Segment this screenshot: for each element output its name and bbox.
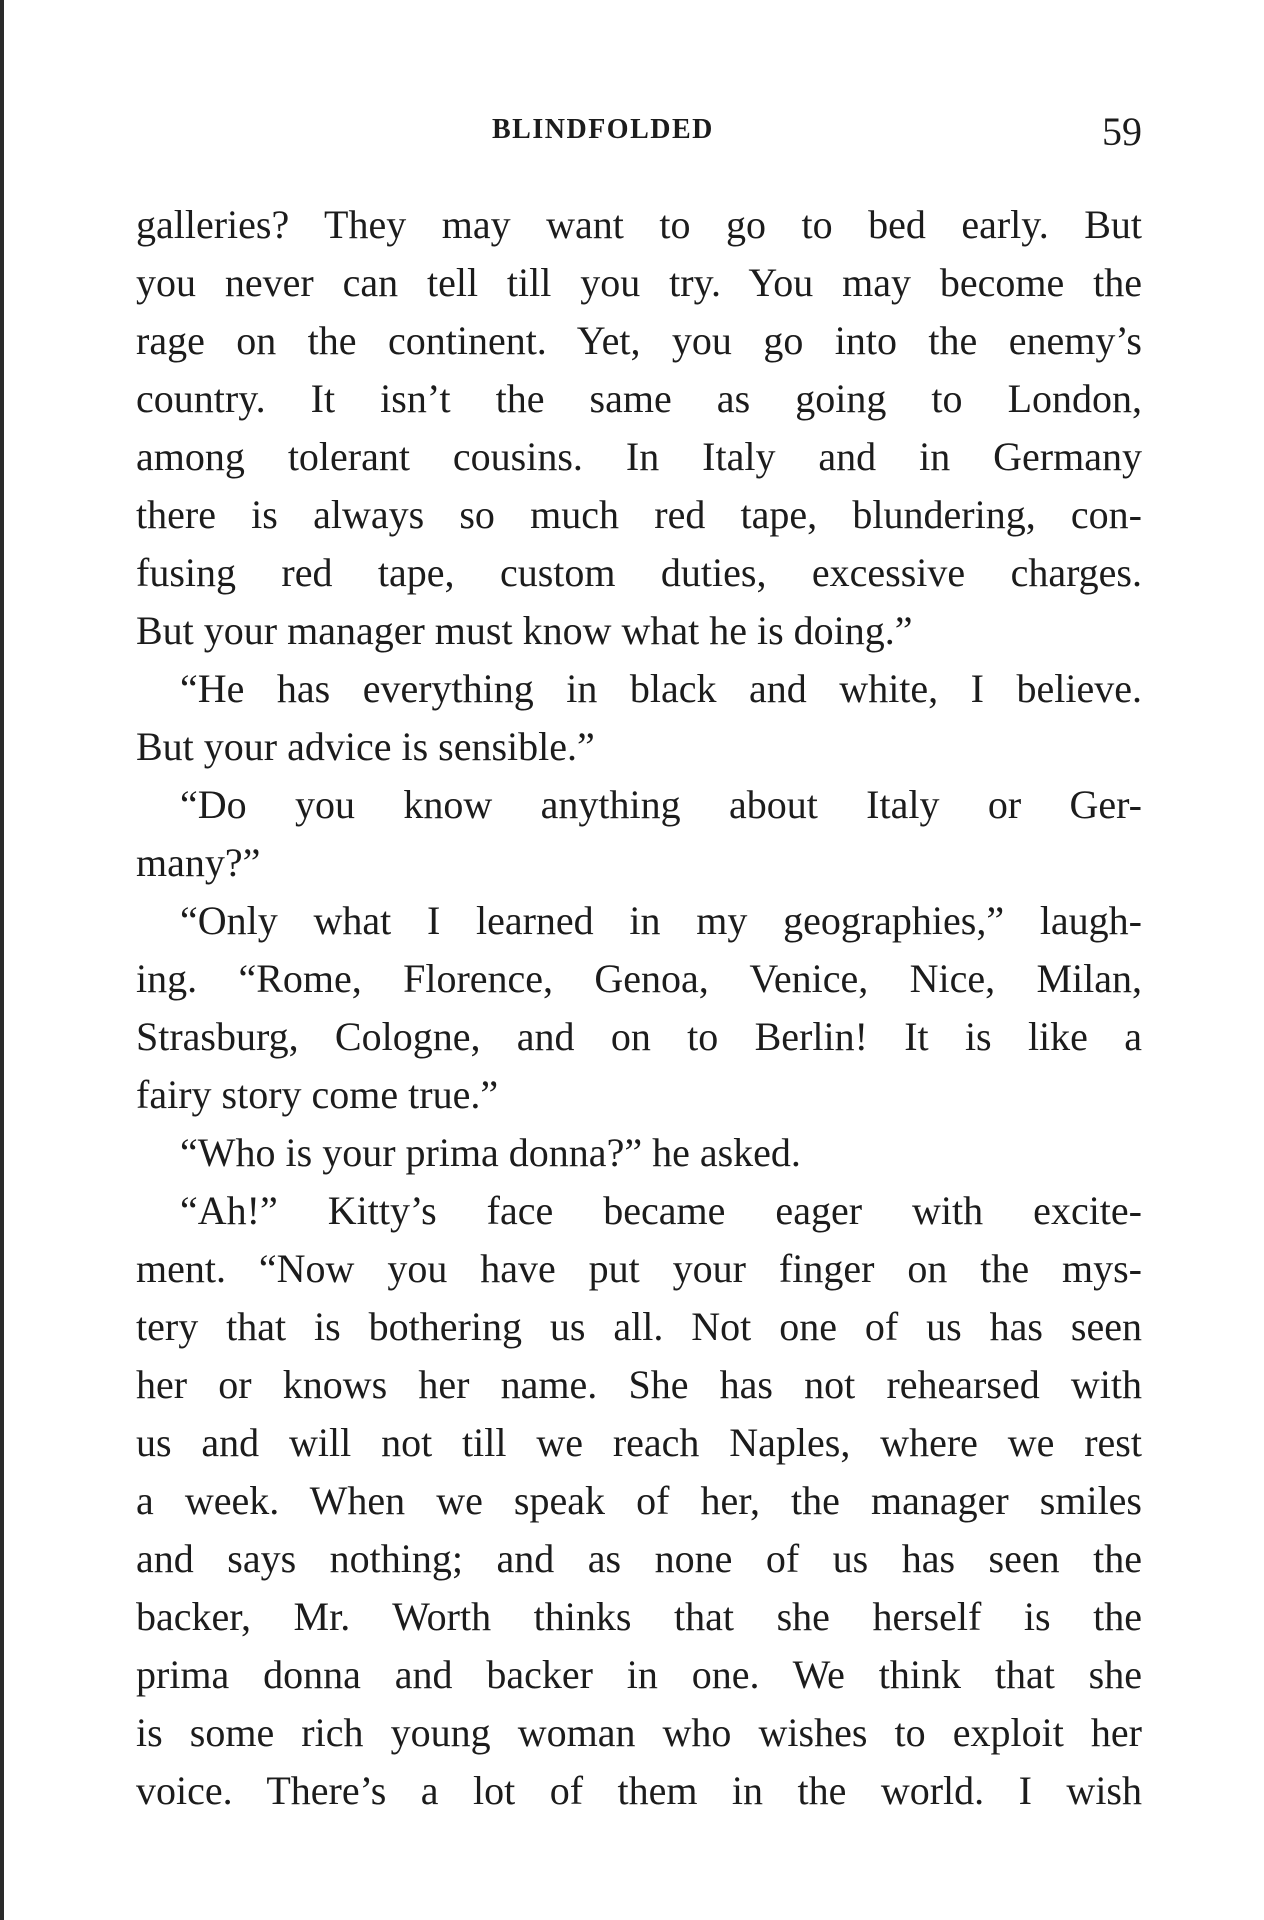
running-title: BLINDFOLDED (492, 114, 714, 145)
text-line: you never can tell till you try. You may become the (136, 260, 1142, 305)
text-line: a week. When we speak of her, the manager smiles (136, 1478, 1142, 1523)
text-line: there is always so much red tape, blundering, con- (136, 492, 1142, 537)
text-line: fusing red tape, custom duties, excessive charges. (136, 550, 1142, 595)
text-line: prima donna and backer in one. We think that she (136, 1652, 1142, 1697)
text-line: fairy story come true.” (136, 1072, 499, 1117)
text-line: But your advice is sensible.” (136, 724, 595, 769)
text-line: ing. “Rome, Florence, Genoa, Venice, Nice, Milan, (136, 956, 1142, 1001)
running-head (132, 108, 1142, 158)
text-line: galleries? They may want to go to bed early. But (136, 202, 1142, 247)
text-line: and says nothing; and as none of us has seen the (136, 1536, 1142, 1581)
page-number: 59 (1102, 109, 1142, 154)
text-line: “Who is your prima donna?” he asked. (180, 1130, 801, 1175)
text-line: “Do you know anything about Italy or Ger- (180, 782, 1142, 827)
text-line: among tolerant cousins. In Italy and in Germany (136, 434, 1142, 479)
text-line: “Ah!” Kitty’s face became eager with excite- (180, 1188, 1142, 1233)
text-line: But your manager must know what he is doing.” (136, 608, 913, 653)
text-line: backer, Mr. Worth thinks that she herself is the (136, 1594, 1142, 1639)
body-text (136, 196, 1142, 1820)
text-line: tery that is bothering us all. Not one of us has seen (136, 1304, 1142, 1349)
text-line: many?” (136, 840, 261, 885)
text-line: country. It isn’t the same as going to London, (136, 376, 1142, 421)
text-line: Strasburg, Cologne, and on to Berlin! It is like a (136, 1014, 1142, 1059)
text-line: her or knows her name. She has not rehearsed with (136, 1362, 1142, 1407)
text-line: voice. There’s a lot of them in the world. I wish (136, 1768, 1142, 1813)
text-line: rage on the continent. Yet, you go into the enemy’s (136, 318, 1142, 363)
text-line: us and will not till we reach Naples, where we rest (136, 1420, 1142, 1465)
text-line: “Only what I learned in my geographies,” laugh- (180, 898, 1142, 943)
text-line: is some rich young woman who wishes to exploit her (136, 1710, 1142, 1755)
page-edge (0, 0, 4, 1920)
text-line: ment. “Now you have put your finger on the mys- (136, 1246, 1142, 1291)
text-line: “He has everything in black and white, I believe. (180, 666, 1142, 711)
